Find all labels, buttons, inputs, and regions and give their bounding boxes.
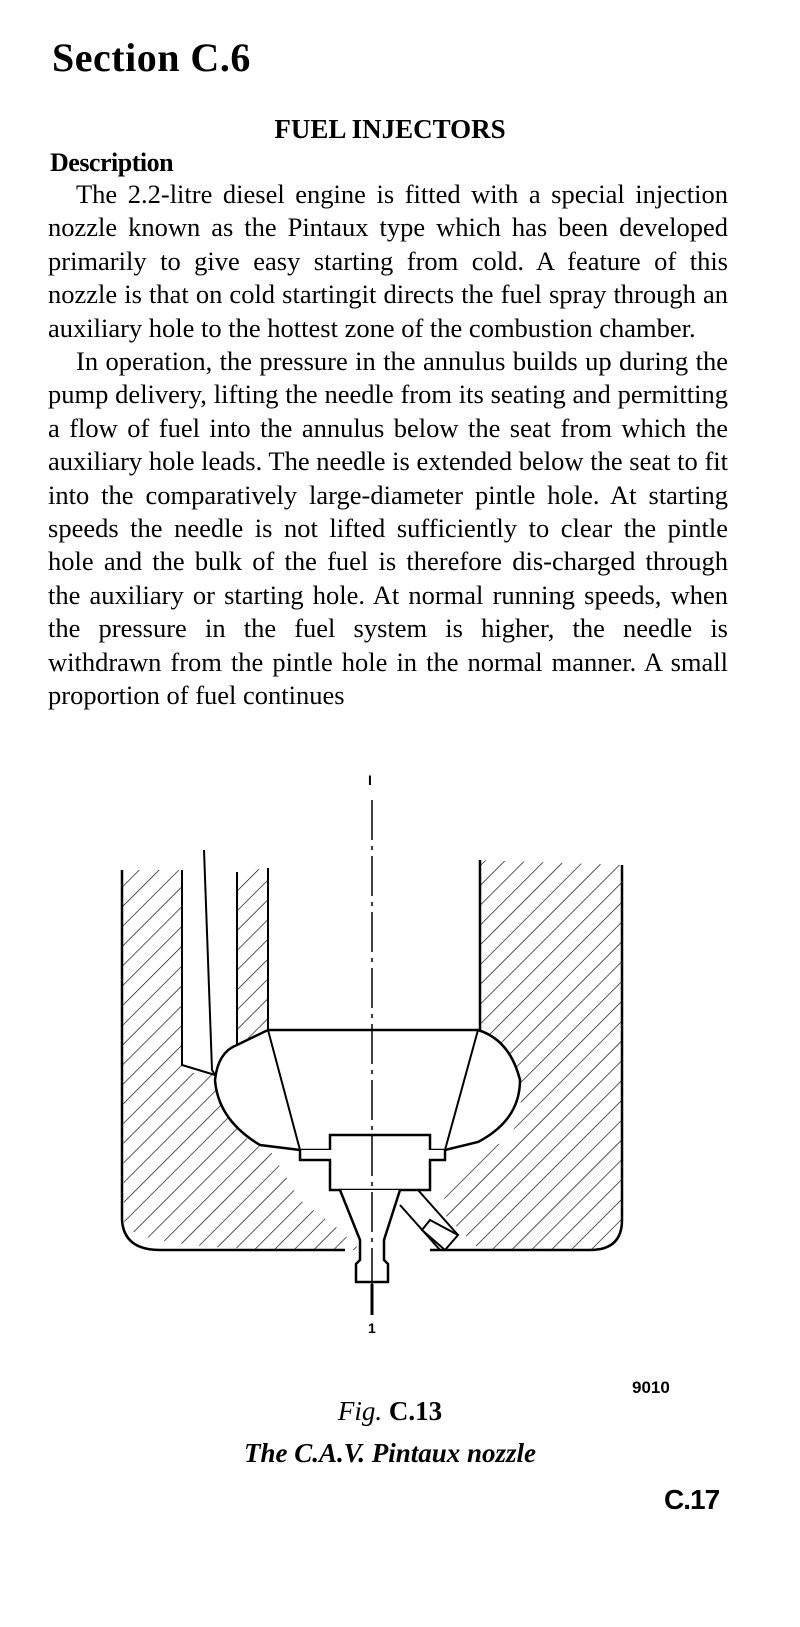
figure-caption: The C.A.V. Pintaux nozzle [243, 1438, 537, 1468]
fuel-passage [182, 850, 215, 1075]
nozzle-diagram [100, 790, 660, 1355]
paragraph-2: In operation, the pressure in the annulus builds up during the pump delivery, lifting the needle from its seating and permitting a flow of fuel into the annulus below the seat from which the auxiliary hole leads. The needle is extended below the seat to fit into the comparatively large-diameter pintle hole. At starting speeds the needle is not lifted sufficiently to clear the pintle hole and the bulk of the fuel is therefore dis-charged through the auxiliary or starting hole. At normal running speeds, when the pressure in the fuel system is higher, the needle is withdrawn from the pintle hole in the normal manner. A small proportion of fuel continues [48, 346, 728, 711]
section-title: Section C.6 [52, 35, 251, 80]
figure-reference-number: 9010 [632, 1378, 670, 1397]
figure-number [0, 1396, 780, 1427]
page-heading: FUEL INJECTORS [274, 114, 506, 144]
annulus-chamber [215, 1030, 520, 1150]
nozzle-figure [100, 772, 660, 1355]
center-left-column [237, 868, 268, 1045]
figure-id: C.13 [388, 1396, 443, 1426]
description-subheading: Description [50, 148, 174, 177]
callout-top: I [368, 772, 372, 788]
pintle-stem [340, 1190, 400, 1282]
body-text [48, 178, 728, 713]
figure-word: Fig. [337, 1396, 383, 1426]
callout-bottom: 1 [368, 1320, 376, 1336]
page-number: C.17 [664, 1484, 720, 1515]
auxiliary-hole-tip [422, 1220, 458, 1250]
paragraph-1: The 2.2-litre diesel engine is fitted with a special injection nozzle known as the Pintaux type which has been developed primarily to give easy starting from cold. A feature of this nozzle is that on cold startingit directs the fuel spray through an auxiliary hole to the hottest zone of the combustion chamber. [48, 179, 728, 343]
